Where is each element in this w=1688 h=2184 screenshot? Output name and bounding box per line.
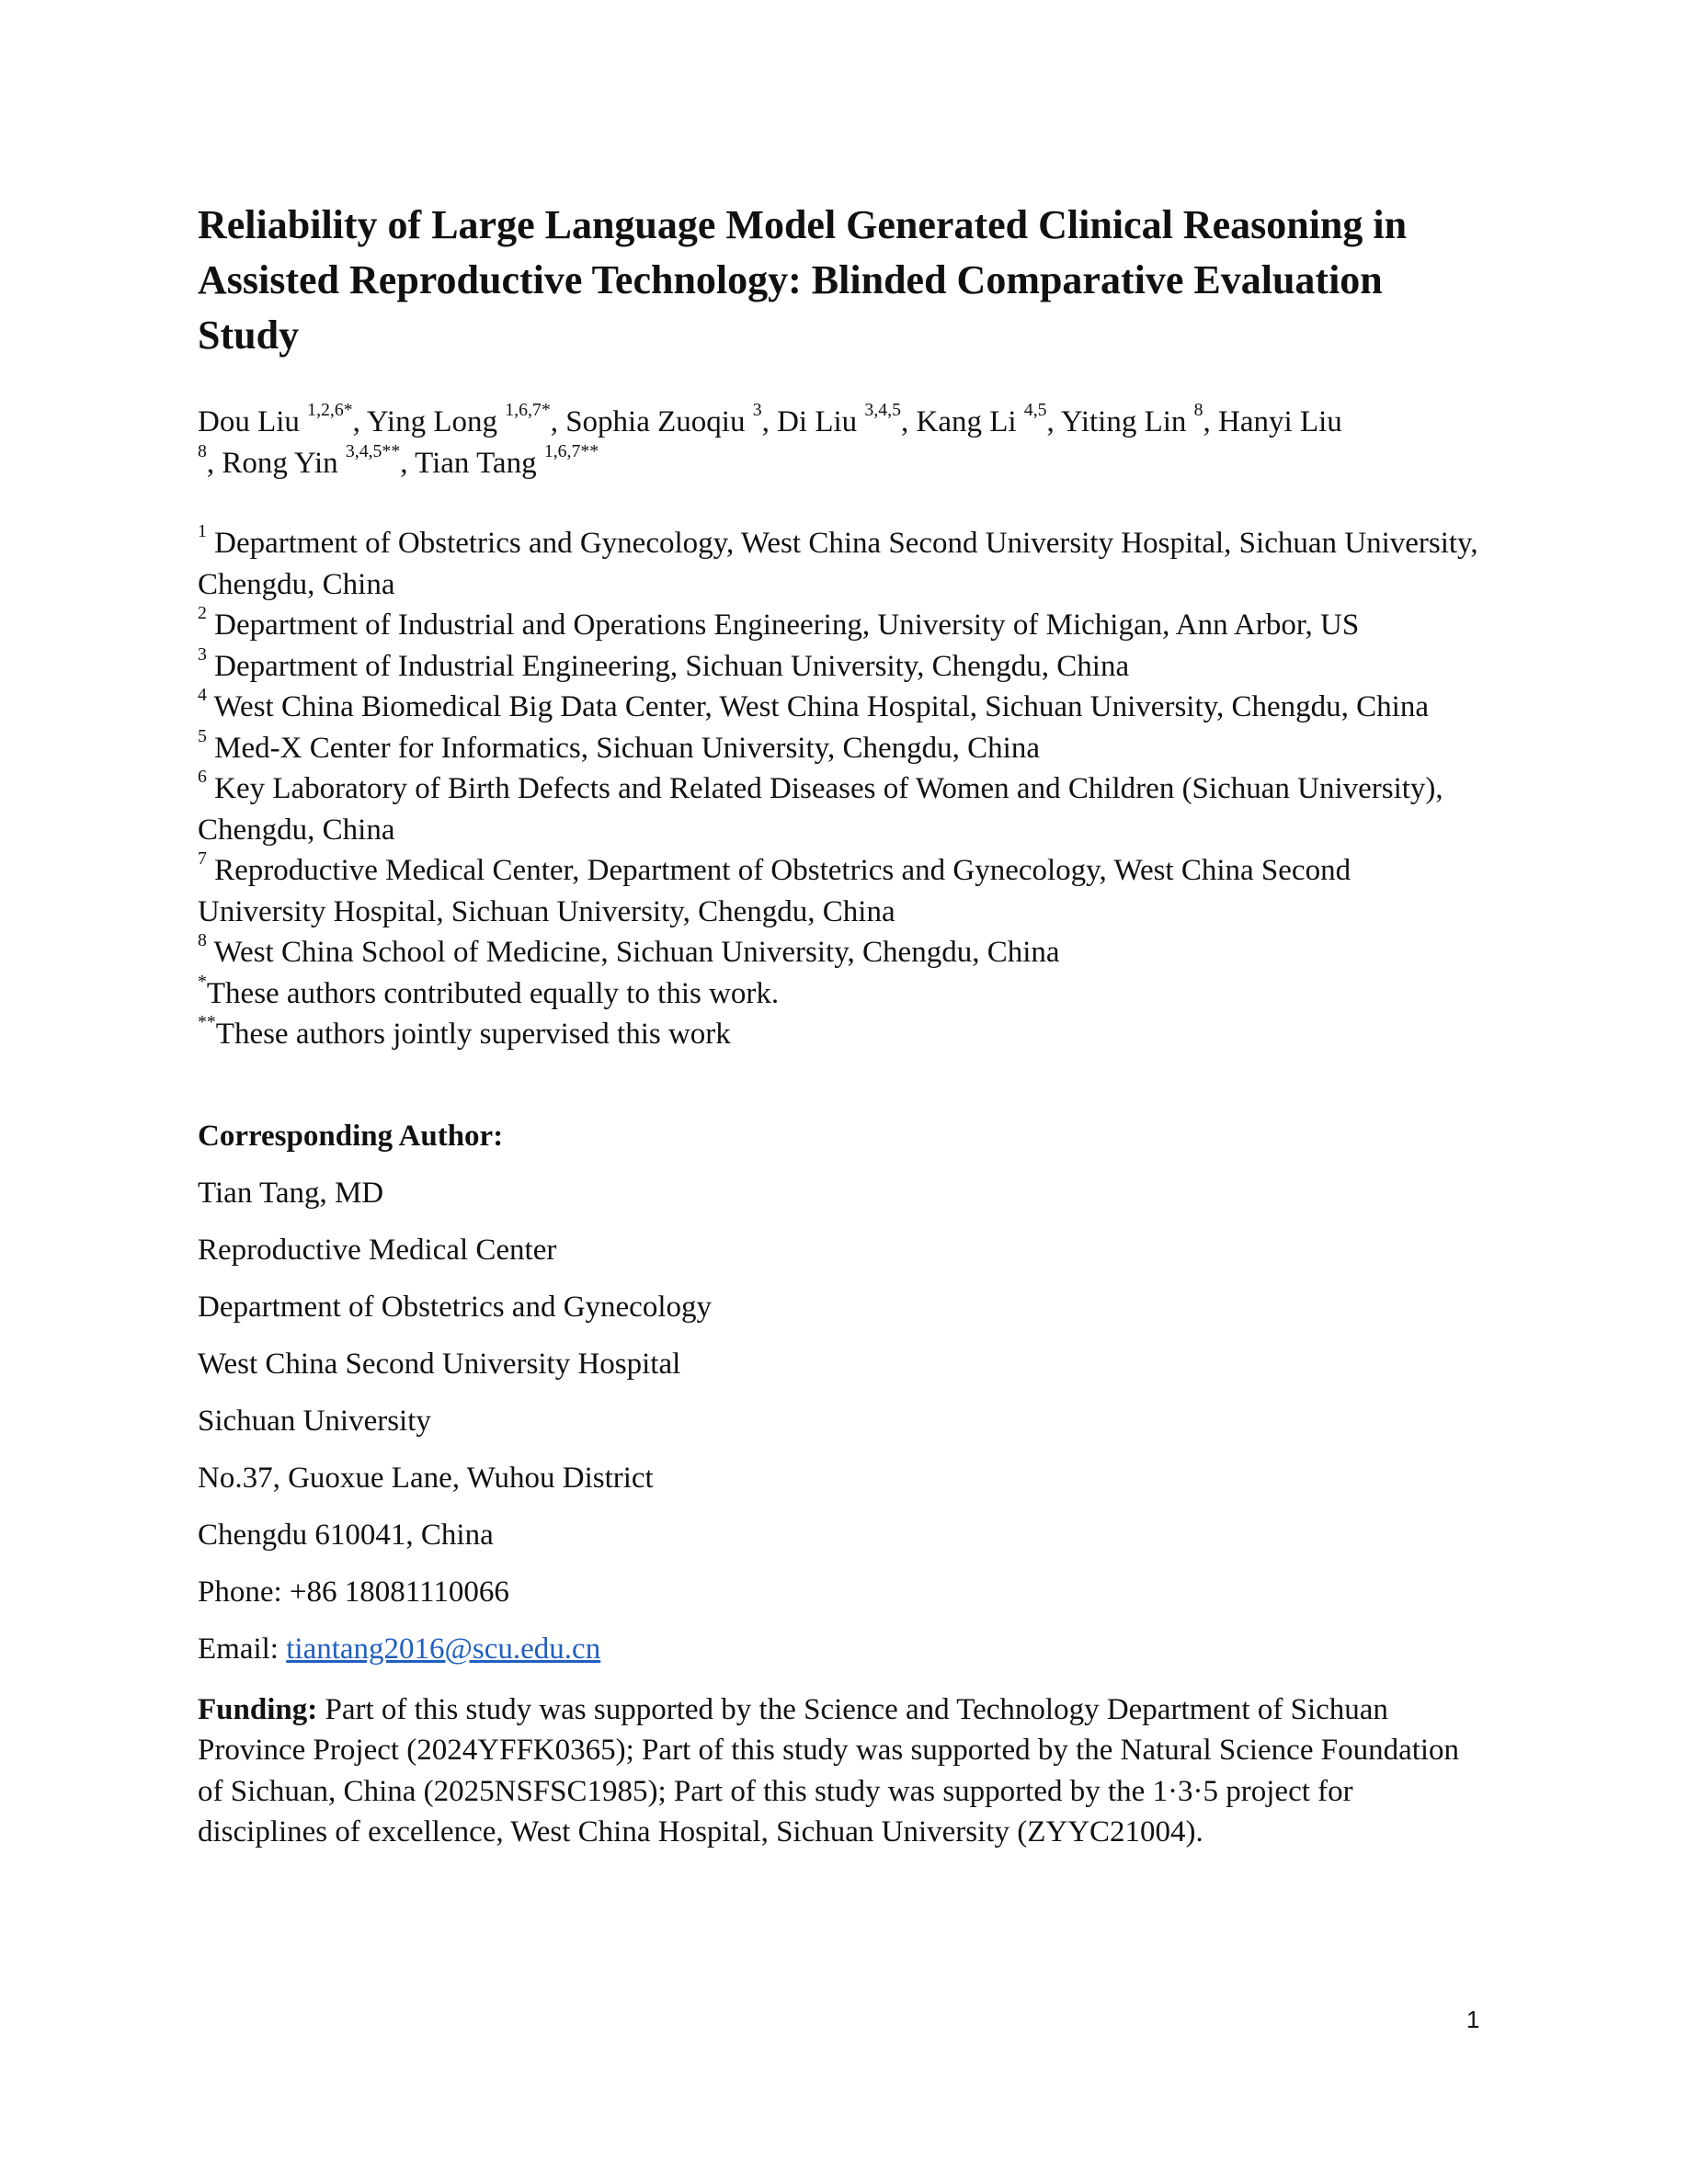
author: Kang Li $^{4,5}$, [916, 400, 1061, 438]
author: Sophia Zuoqiu $^3$, [565, 400, 778, 438]
paper-title: Reliability of Large Language Model Generated Clinical Reasoning in Assisted Reproductive Technology: Blinded Comparative Evaluation Study [198, 202, 1408, 358]
funding-statement [198, 1689, 1485, 1853]
author: Tian Tang $^{1,6,7**}$ [415, 441, 599, 480]
email-label: Email: [198, 1632, 287, 1666]
affiliation: $^8$ West China School of Medicine, Sichuan University, Chengdu, China [198, 930, 1060, 969]
affiliation: $^5$ Med-X Center for Informatics, Sichuan University, Chengdu, China [198, 725, 1040, 765]
email-link[interactable]: tiantang2016@scu.edu.cn [286, 1632, 601, 1666]
author-list [198, 402, 1485, 484]
funding-label: Funding: [198, 1692, 318, 1726]
corresponding-phone: Phone: +86 18081110066 [198, 1575, 509, 1609]
corresponding-university: Sichuan University [198, 1404, 431, 1438]
affiliation: $^3$ Department of Industrial Engineering, Sichuan University, Chengdu, China [198, 643, 1130, 683]
affiliation: $^1$ Department of Obstetrics and Gynecology, West China Second University Hospital, Sichuan University, Chengdu, China [198, 521, 1478, 601]
affiliation: $^7$ Reproductive Medical Center, Department of Obstetrics and Gynecology, West China Second University Hospital, Sichuan University, Chengdu, China [198, 848, 1352, 928]
corresponding-hospital: West China Second University Hospital [198, 1347, 681, 1381]
equal-contribution-note: *These authors contributed equally to this work. [198, 971, 780, 1010]
page-number: 1 [1466, 2006, 1480, 2033]
affiliation: $^6$ Key Laboratory of Birth Defects and Related Diseases of Women and Children (Sichuan University), Chengdu, China [198, 767, 1443, 847]
funding-text: Part of this study was supported by the Science and Technology Department of Sichuan Province Project (2024YFFK0365); Part of this study was supported by the Natural Science Foundation of Sichuan, China (2025NSFSC1985); Part of this study was supported by the 1·3·5 project for disciplines of excellence, West China Hospital, Sichuan University (ZYYC21004). [198, 1692, 1460, 1848]
corresponding-name: Tian Tang, MD [198, 1176, 384, 1210]
author: Hanyi Liu $^8$, [198, 405, 1342, 480]
author: Dou Liu $^{1,2,6*}$, [198, 400, 367, 438]
author: Rong Yin $^{3,4,5**}$, [222, 441, 416, 480]
corresponding-street: No.37, Guoxue Lane, Wuhou District [198, 1461, 654, 1495]
joint-supervision-note: **These authors jointly supervised this work [198, 1012, 731, 1051]
author: Yiting Lin $^8$, [1060, 400, 1219, 438]
corresponding-center: Reproductive Medical Center [198, 1233, 557, 1267]
affiliation: $^2$ Department of Industrial and Operations Engineering, University of Michigan, Ann Arbor, US [198, 603, 1360, 642]
affiliation-list [198, 523, 1485, 1055]
author: Ying Long $^{1,6,7*}$, [366, 400, 566, 438]
corresponding-email-line [198, 1629, 1485, 1669]
affiliation: $^4$ West China Biomedical Big Data Center, West China Hospital, Sichuan University, Chengdu, China [198, 685, 1429, 723]
corresponding-department: Department of Obstetrics and Gynecology [198, 1290, 713, 1324]
corresponding-city: Chengdu 610041, China [198, 1518, 494, 1552]
corresponding-author-heading: Corresponding Author: [198, 1119, 504, 1153]
paper-first-page [198, 198, 1485, 1853]
author: Di Liu $^{3,4,5}$, [777, 400, 917, 438]
